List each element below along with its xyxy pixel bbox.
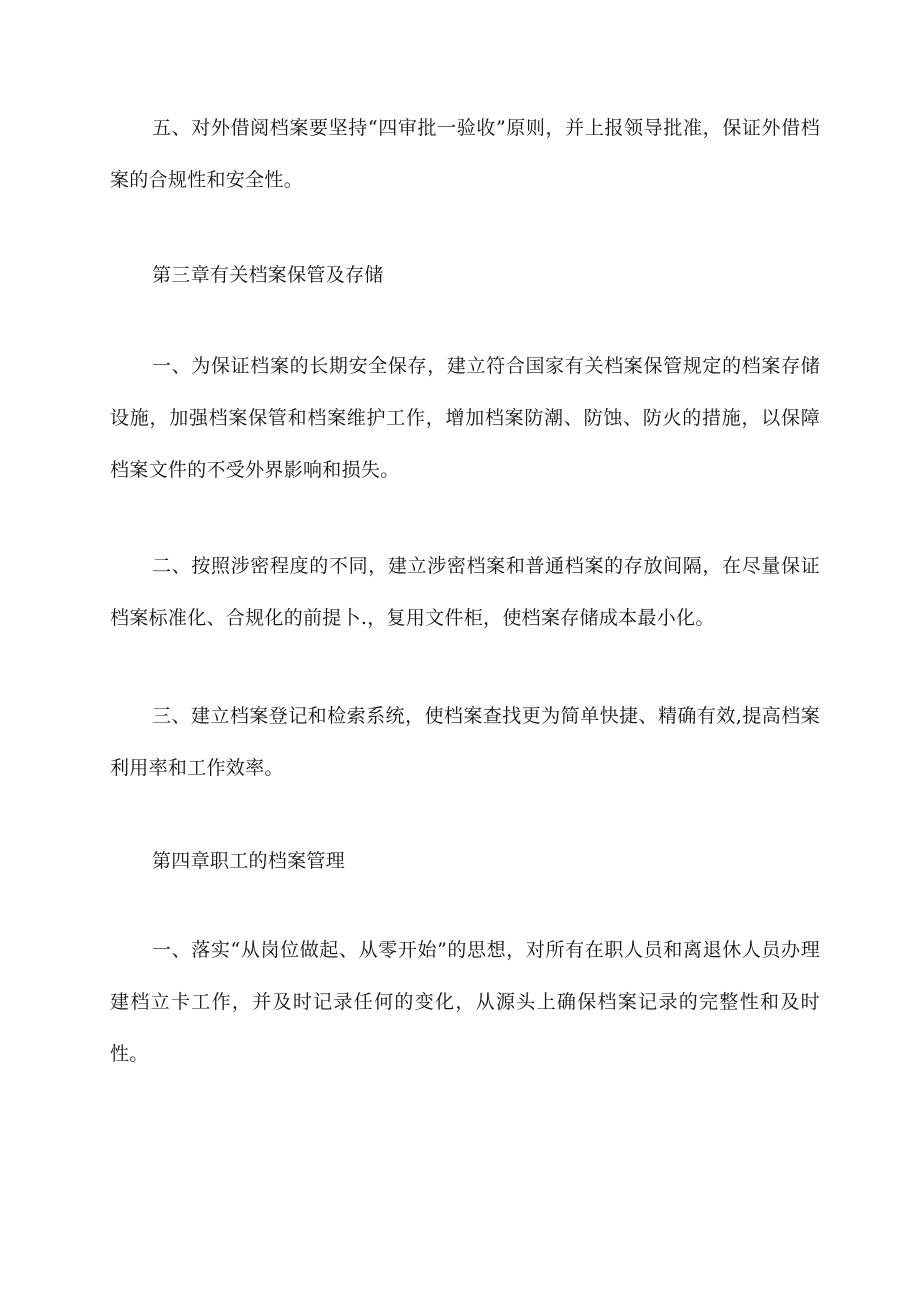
paragraph-storage-facilities: 一、为保证档案的长期安全保存，建立符合国家有关档案保管规定的档案存储设施，加强档案保管和档案维护工作，增加档案防潮、防蚀、防火的措施，以保障档案文件的不受外界影响和损失。 [110, 355, 820, 481]
paragraph-retrieval-system: 三、建立档案登记和检索系统，使档案查找更为简单快捷、精确有效,提高档案利用率和工作效率。 [110, 705, 820, 779]
paragraph-classified-separation: 二、按照涉密程度的不同，建立涉密档案和普通档案的存放间隔，在尽量保证档案标准化、合规化的前提卜.，复用文件柜，使档案存储成本最小化。 [110, 555, 820, 629]
paragraph-employee-records: 一、落实“从岗位做起、从零开始”的思想，对所有在职人员和离退休人员办理建档立卡工作，并及时记录任何的变化，从源头上确保档案记录的完整性和及时性。 [110, 939, 820, 1065]
chapter-four-heading: 第四章职工的档案管理 [152, 850, 346, 872]
chapter-three-heading: 第三章有关档案保管及存储 [152, 264, 384, 286]
paragraph-external-borrowing: 五、对外借阅档案要坚持“四审批一验收”原则，并上报领导批准，保证外借档案的合规性和安全性。 [110, 117, 820, 191]
